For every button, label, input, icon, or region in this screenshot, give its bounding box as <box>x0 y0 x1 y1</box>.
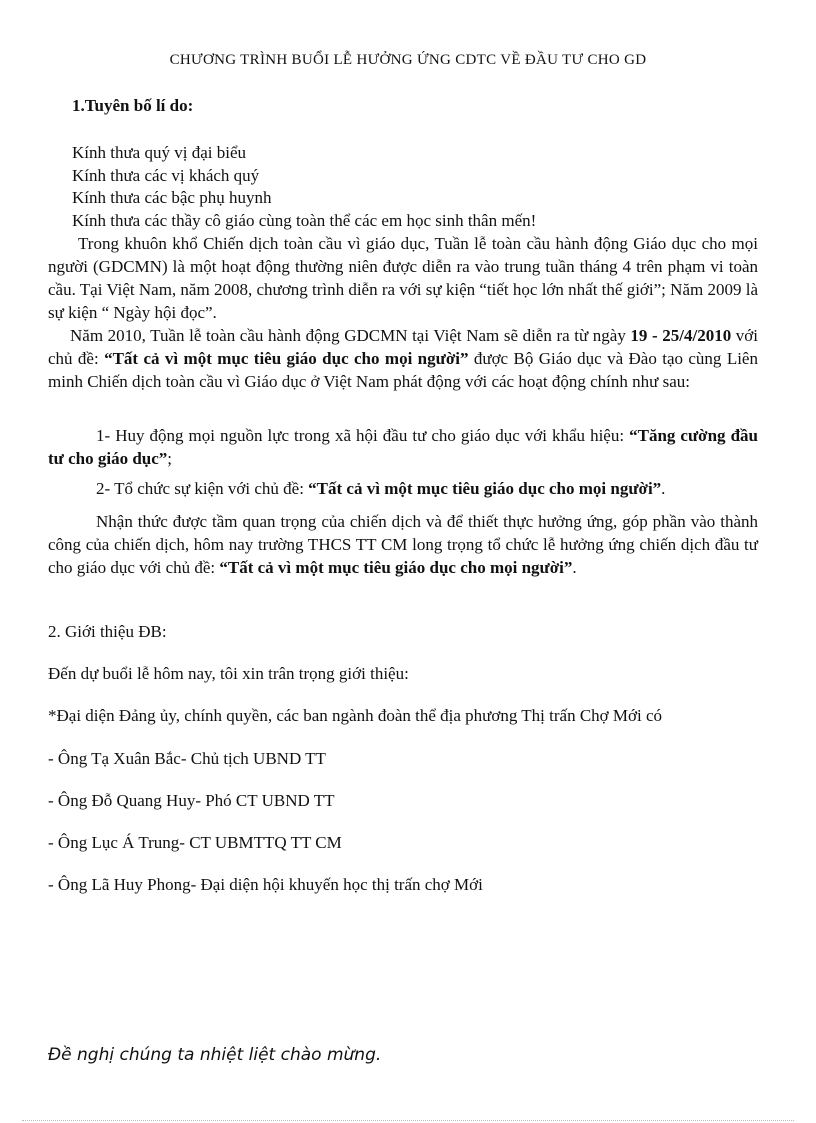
greeting-line: Kính thưa quý vị đại biểu <box>72 143 246 162</box>
section-heading-guests: 2. Giới thiệu ĐB: <box>48 622 167 641</box>
page-bottom-divider <box>22 1120 794 1121</box>
guest-item: - Ông Tạ Xuân Bắc- Chủ tịch UBND TT <box>48 749 326 768</box>
text-segment: Nhận thức được tầm quan trọng của chiến dịch và để thiết thực hưởng ứng, góp phần vào thành công của chiến dịch, hôm nay trường THCS TT CM long trọng tổ chức lễ hưởng ứng chiến dịch đầu tư cho giáo dục với chủ đề: <box>48 512 758 577</box>
event-theme: “Tất cả vì một mục tiêu giáo dục cho mọi người” <box>219 558 573 577</box>
text-segment: được Bộ Giáo dục và Đào tạo cùng Liên minh Chiến dịch toàn cầu vì Giáo dục ở Việt Nam phát động với các hoạt động chính như sau: <box>48 349 758 391</box>
document-title: CHƯƠNG TRÌNH BUỔI LỄ HƯỞNG ỨNG CDTC VỀ ĐẦU TƯ CHO GD <box>169 52 647 68</box>
closing-line: Đề nghị chúng ta nhiệt liệt chào mừng. <box>48 1045 382 1065</box>
guest-item: - Ông Lục Á Trung- CT UBMTTQ TT CM <box>48 833 342 852</box>
section-heading-reason: 1.Tuyên bố lí do: <box>72 96 194 115</box>
activity-item-2 <box>48 477 758 500</box>
greetings-list <box>72 142 536 232</box>
text-segment: Năm 2010, Tuần lễ toàn cầu hành động GDCMN tại Việt Nam sẽ diễn ra từ ngày <box>70 326 631 345</box>
text-segment: . <box>661 479 666 498</box>
activity-item-1 <box>48 424 758 470</box>
greeting-line: Kính thưa các bậc phụ huynh <box>72 188 272 207</box>
text-segment: 1- Huy động mọi nguồn lực trong xã hội đầu tư cho giáo dục với khẩu hiệu: <box>96 426 630 445</box>
slogan: “Tăng cường đầu tư cho giáo dục” <box>48 426 758 468</box>
event-theme: “Tất cả vì một mục tiêu giáo dục cho mọi người” <box>104 349 469 368</box>
paragraph-2010 <box>48 324 758 393</box>
guest-item: - Ông Lã Huy Phong- Đại diện hội khuyến học thị trấn chợ Mới <box>48 875 483 894</box>
representatives-line: *Đại diện Đảng ủy, chính quyền, các ban ngành đoàn thể địa phương Thị trấn Chợ Mới có <box>48 706 663 725</box>
intro-paragraph: Trong khuôn khổ Chiến dịch toàn cầu vì giáo dục, Tuần lễ toàn cầu hành động Giáo dục cho mọi người (GDCMN) là một hoạt động thường niên được diễn ra vào trung tuần tháng 4 trên phạm vi toàn cầu. Tại Việt Nam, năm 2008, chương trình diễn ra với sự kiện “tiết học lớn nhất thế giới”; Năm 2009 là sự kiện “ Ngày hội đọc”. <box>48 234 758 322</box>
text-segment: với chủ đề: <box>48 326 759 368</box>
event-theme: “Tất cả vì một mục tiêu giáo dục cho mọi người” <box>308 479 662 498</box>
awareness-paragraph <box>48 510 758 579</box>
text-segment: 2- Tổ chức sự kiện với chủ đề: <box>96 479 309 498</box>
text-segment: . <box>572 558 577 577</box>
greeting-line: Kính thưa các vị khách quý <box>72 165 260 185</box>
event-dates: 19 - 25/4/2010 <box>630 326 732 345</box>
text-segment: ; <box>167 449 173 468</box>
guest-intro-line: Đến dự buổi lễ hôm nay, tôi xin trân trọng giới thiệu: <box>48 664 409 683</box>
greeting-line: Kính thưa các thầy cô giáo cùng toàn thể các em học sinh thân mến! <box>72 210 537 230</box>
guest-item: - Ông Đỗ Quang Huy- Phó CT UBND TT <box>48 791 335 810</box>
guest-list <box>48 748 483 916</box>
